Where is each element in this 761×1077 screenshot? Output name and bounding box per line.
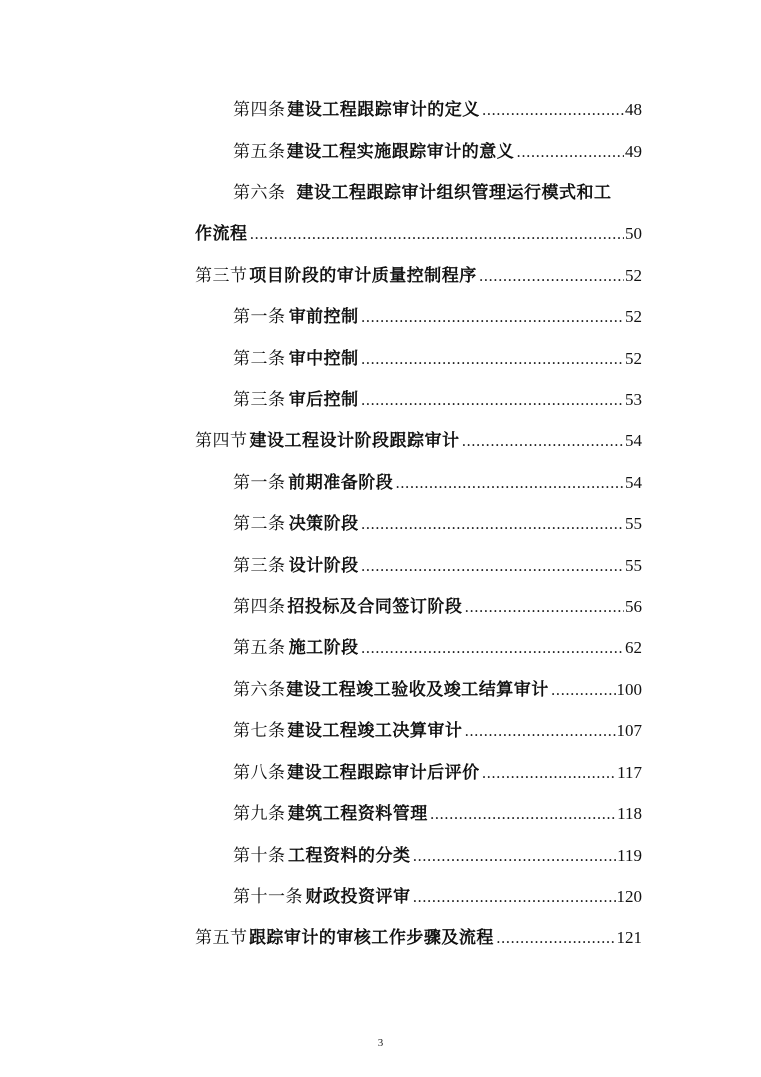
toc-entry-title: 项目阶段的审计质量控制程序	[249, 266, 477, 286]
toc-entry[interactable]	[233, 304, 642, 330]
toc-entry-page: 49	[625, 142, 642, 161]
toc-entry-number: 第十条	[233, 846, 286, 866]
toc-entry-number: 第一条	[233, 307, 286, 327]
toc-entry-title: 建筑工程资料管理	[287, 804, 428, 824]
toc-entry-number: 第三条	[233, 390, 286, 410]
toc-entry-page: 121	[616, 928, 642, 947]
toc-entry-page: 120	[616, 887, 642, 906]
toc-leader-dots	[464, 594, 624, 620]
toc-entry-number: 第五条	[233, 638, 286, 658]
toc-entry-number: 第七条	[233, 721, 286, 741]
toc-entry-page: 48	[625, 100, 642, 119]
toc-entry-number: 第二条	[233, 514, 286, 534]
toc-entry[interactable]	[233, 470, 642, 496]
toc-entry[interactable]	[233, 635, 642, 661]
toc-entry-title: 跟踪审计的审核工作步骤及流程	[248, 928, 494, 948]
toc-entry-page: 117	[617, 763, 642, 782]
toc-leader-dots	[361, 511, 624, 537]
page-number: 3	[377, 1037, 384, 1049]
toc-entry-page: 119	[617, 846, 642, 865]
toc-leader-dots	[479, 263, 624, 289]
toc-section[interactable]	[195, 925, 642, 951]
toc-leader-dots	[250, 221, 625, 247]
toc-entry[interactable]	[233, 346, 642, 372]
toc-entry[interactable]	[233, 139, 642, 165]
toc-entry-number: 第四条	[233, 100, 286, 120]
toc-entry-title: 决策阶段	[288, 514, 359, 534]
toc-leader-dots	[551, 677, 616, 703]
toc-entry-title: 作流程	[195, 224, 248, 244]
toc-section[interactable]	[195, 428, 642, 454]
toc-entry-title: 建设工程竣工验收及竣工结算审计	[286, 680, 549, 700]
toc-entry-page: 55	[625, 556, 642, 575]
toc-leader-dots	[412, 843, 616, 869]
toc-leader-dots	[361, 635, 624, 661]
toc-entry-page: 52	[625, 266, 642, 285]
toc-entry-number: 第四条	[233, 597, 286, 617]
toc-leader-dots	[464, 718, 615, 744]
toc-entry-title: 建设工程跟踪审计的定义	[287, 100, 480, 120]
toc-entry[interactable]	[233, 718, 642, 744]
toc-entry[interactable]	[233, 677, 642, 703]
toc-entry-title: 审前控制	[288, 307, 359, 327]
toc-entry-page: 62	[625, 638, 642, 657]
toc-entry[interactable]	[233, 843, 642, 869]
toc-leader-dots	[412, 884, 615, 910]
toc-entry-number: 第三条	[233, 556, 286, 576]
toc-entry-number: 第五节	[195, 928, 248, 948]
toc-entry-number: 第六条	[233, 183, 286, 203]
toc-leader-dots	[496, 925, 616, 951]
toc-entry-number: 第二条	[233, 349, 286, 369]
toc-entry-page: 53	[625, 390, 642, 409]
toc-leader-dots	[361, 553, 624, 579]
toc-entry-title: 建设工程设计阶段跟踪审计	[249, 431, 460, 451]
toc-entry-number: 第十一条	[233, 887, 303, 907]
toc-leader-dots	[361, 304, 624, 330]
toc-entry-title: 设计阶段	[288, 556, 359, 576]
toc-leader-dots	[482, 760, 617, 786]
toc-entry-title: 前期准备阶段	[288, 473, 394, 493]
toc-entry-number: 第三节	[195, 266, 248, 286]
toc-entry-page: 107	[616, 721, 642, 740]
toc-entry-number: 第八条	[233, 763, 286, 783]
toc-entry[interactable]	[233, 801, 642, 827]
toc-entry[interactable]	[233, 553, 642, 579]
toc-entry-page: 52	[625, 349, 642, 368]
toc-entry-number: 第九条	[233, 804, 286, 824]
toc-leader-dots	[361, 346, 624, 372]
toc-entry-title: 建设工程跟踪审计后评价	[287, 763, 480, 783]
toc-entry-title: 工程资料的分类	[287, 846, 411, 866]
toc-entry-page: 54	[625, 431, 642, 450]
toc-entry-page: 55	[625, 514, 642, 533]
toc-entry-page: 52	[625, 307, 642, 326]
toc-entry-number: 第五条	[233, 142, 286, 162]
toc-entry[interactable]	[233, 511, 642, 537]
toc-entry-title: 招投标及合同签订阶段	[287, 597, 463, 617]
toc-entry-title: 建设工程竣工决算审计	[287, 721, 463, 741]
toc-section[interactable]	[195, 263, 642, 289]
toc-leader-dots	[482, 97, 624, 123]
toc-entry[interactable]	[233, 387, 642, 413]
toc-entry[interactable]	[233, 760, 642, 786]
toc-entry-number: 第四节	[195, 431, 248, 451]
toc-leader-dots	[395, 470, 624, 496]
toc-entry-continuation[interactable]	[195, 221, 642, 247]
toc-entry[interactable]	[233, 884, 642, 910]
toc-entry-number: 第一条	[233, 473, 286, 493]
toc-entry-title: 建设工程实施跟踪审计的意义	[286, 142, 515, 162]
toc-entry[interactable]	[233, 594, 642, 620]
toc-entry[interactable]	[233, 97, 642, 123]
toc-entry-title: 施工阶段	[288, 638, 359, 658]
toc-entry-page: 54	[625, 473, 642, 492]
toc-entry-page: 56	[625, 597, 642, 616]
toc-entry-number: 第六条	[233, 680, 286, 700]
toc-entry-title: 审中控制	[288, 349, 359, 369]
toc-leader-dots	[461, 428, 624, 454]
toc-leader-dots	[516, 139, 624, 165]
toc-entry-page: 118	[617, 804, 642, 823]
toc-leader-dots	[430, 801, 616, 827]
toc-entry-page: 50	[625, 224, 642, 243]
toc-leader-dots	[361, 387, 624, 413]
toc-entry-page: 100	[616, 680, 642, 699]
toc-entry-title: 财政投资评审	[305, 887, 411, 907]
toc-entry-title: 审后控制	[288, 390, 359, 410]
toc-entry-title: 建设工程跟踪审计组织管理运行模式和工	[296, 183, 612, 203]
toc-entry[interactable]	[233, 180, 642, 206]
